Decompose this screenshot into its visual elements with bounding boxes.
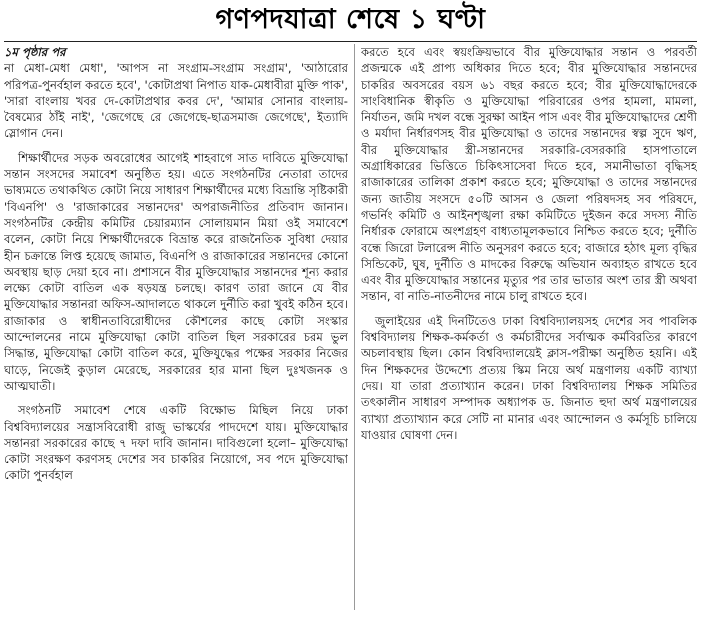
left-paragraph-3: সংগঠনটি সমাবেশ শেষে একটি বিক্ষোভ মিছিল নিয়ে ঢাকা বিশ্ববিদ্যালয়ের সন্ত্রাসবিরোধী রাজু ভাস্কর্যের পাদদেশে যায়। মুক্তিযোদ্ধার সন্তানরা সরকারের কাছে ৭ দফা দাবি জানান। দাবিগুলো হলো– মুক্তিযোদ্ধা কোটা সংরক্ষণ করণসহ দেশের সব চাকরির নিয়োগে, সব পদে মুক্তিযোদ্ধা কোটা পুনর্বহাল <box>4 403 348 483</box>
left-paragraph-1-text: না মেধা-মেধা মেধা', 'আপস না সংগ্রাম-সংগ্রাম সংগ্রাম', 'আঠারোর পরিপত্র-পুনর্বহাল করতে হবে', 'কোটাপ্রথা নিপাত যাক-মেধাবীরা মুক্তি পাক', 'সারা বাংলায় খবর দে-কোটাপ্রথার কবর দে', 'আমার সোনার বাংলায়-বৈষম্যের ঠাঁই নাই', 'জেগেছে রে জেগেছে-ছাত্রসমাজ জেগেছে', ইত্যাদি স্লোগান দেন। <box>4 61 348 141</box>
continued-from-label: ১ম পৃষ্ঠার পর <box>4 45 66 59</box>
headline-rule <box>4 41 697 42</box>
right-column <box>361 44 697 616</box>
right-paragraph-2: জুলাইয়ের এই দিনটিতেও ঢাকা বিশ্ববিদ্যালয়সহ দেশের সব পাবলিক বিশ্ববিদ্যালয় শিক্ষক-কর্মকর্তা ও কর্মচারীদের সর্বাত্মক কর্মবিরতির কারণে অচলাবস্থায় ছিল। কোন বিশ্ববিদ্যালয়েই ক্লাস-পরীক্ষা অনুষ্ঠিত হয়নি। এই দিন শিক্ষকদের উদ্দেশ্যে প্রত্যয় স্কিম নিয়ে অর্থ মন্ত্রণালয় একটি ব্যাখ্যা দেয়। যা তারা প্রত্যাখ্যান করেন। ঢাকা বিশ্ববিদ্যালয় শিক্ষক সমিতির তৎকালীন সাধারণ সম্পাদক অধ্যাপক ড. জিনাত হুদা অর্থ মন্ত্রণালয়ের ব্যাখ্যা প্রত্যাখ্যান করে সেটি না মানার এবং আন্দোলন ও কর্মসূচি চালিয়ে যাওয়ার ঘোষণা দেন। <box>361 313 697 442</box>
column-divider <box>354 44 355 610</box>
left-paragraph-1 <box>4 44 348 142</box>
right-paragraph-1: করতে হবে এবং স্বয়ংক্রিয়ভাবে বীর মুক্তিযোদ্ধার সন্তান ও পরবর্তী প্রজন্মকে এই প্রাপ্য অধিকার দিতে হবে; বীর মুক্তিযোদ্ধার সন্তানদের চাকরির অবসরের বয়স ৬১ বছর করতে হবে; বীর মুক্তিযোদ্ধাদেরকে সাংবিধানিক স্বীকৃতি ও মুক্তিযোদ্ধা পরিবারের ওপর হামলা, মামলা, নির্যাতন, জমি দখল বন্ধে সুরক্ষা আইন পাস এবং বীর মুক্তিযোদ্ধাদের শ্রেণী ও মর্যাদা নির্ধারণসহ বীর মুক্তিযোদ্ধা ও তাদের সন্তানদের স্বল্প সুদে ঋণ, বীর মুক্তিযোদ্ধার স্ত্রী-সন্তানদের সরকারি-বেসরকারি হাসপাতালে অগ্রাধিকারের ভিত্তিতে চিকিৎসাসেবা দিতে হবে, সমানীভাতা বৃদ্ধিসহ রাজাকারের তালিকা প্রকাশ করতে হবে; মুক্তিযোদ্ধা ও তাদের সন্তানদের জন্য জাতীয় সংসদে ৫০টি আসন ও জেলা পরিষদসহ সব পরিষদে, গভর্নিং কমিটি ও আইনশৃঙ্খলা রক্ষা কমিটিতে দুইজন করে সদস্য নীতি নির্ধারক ফোরামে অংশগ্রহণ বাধ্যতামূলকভাবে নিশ্চিত করতে হবে; দুর্নীতি বন্ধে জিরো টলারেন্স নীতি অনুসরণ করতে হবে; বাজারে হঠাৎ মূল্য বৃদ্ধির সিন্ডিকেট, ঘুষ, দুর্নীতি ও মাদকের বিরুদ্ধে অভিযান অব্যাহত রাখতে হবে এবং বীর মুক্তিযোদ্ধার সন্তানের মৃত্যুর পর তার ভাতার অংশ তার স্ত্রী অথবা সন্তান, বা নাতি-নাতনীদের নামে চালু রাখতে হবে। <box>361 45 697 304</box>
left-paragraph-2: শিক্ষার্থীদের সড়ক অবরোধের আগেই শাহবাগে সাত দাবিতে মুক্তিযোদ্ধা সন্তান সংসদের সমাবেশ অনুষ্ঠিত হয়। এতে সংগঠনটির নেতারা তাদের ভাষ্যমতে তথাকথিত কোটা নিয়ে সাধারণ শিক্ষার্থীদের মধ্যে বিভ্রান্তি সৃষ্টিকারী 'বিএনপি' ও 'রাজাকারের সন্তানদের' অপরাজনীতির প্রতিবাদ জানান। সংগঠনটির কেন্দ্রীয় কমিটির চেয়ারম্যান সোলায়মান মিয়া ওই সমাবেশে বলেন, কোটা নিয়ে শিক্ষার্থীদেরকে বিভ্রান্ত করে রাজনৈতিক সুবিধা দেয়ার হীন চক্রান্তে লিপ্ত হয়েছে জামাত, বিএনপি ও রাজাকারের সন্তানদের কোনো অবস্থায় ছাড় দেয়া হবে না। প্রশাসনে বীর মুক্তিযোদ্ধার সন্তানদের শূন্য করার লক্ষ্যে কোটা বাতিল এক ষড়যন্ত্র চলছে। কারণ তারা জানে যে বীর মুক্তিযোদ্ধার সন্তানরা অফিস-আদালতে থাকলে দুর্নীতি করা খুবই কঠিন হবে। রাজাকার ও স্বাধীনতাবিরোধীদের কৌশলের কাছে কোটা সংস্কার আন্দোলনের নামে মুক্তিযোদ্ধা কোটা বাতিল ছিল সরকারের চরম ভুল সিদ্ধান্ত, মুক্তিযোদ্ধা কোটা বাতিল করে, মুক্তিযুদ্ধের পক্ষের সরকার নিজের ঘাড়ে, নিজেই কুড়াল মেরেছে, সরকারের হার মানা ছিল দুঃখজনক ও আত্মঘাতী। <box>4 150 348 393</box>
left-column <box>4 44 348 616</box>
headline: গণপদযাত্রা শেষে ১ ঘণ্টা <box>215 3 486 35</box>
